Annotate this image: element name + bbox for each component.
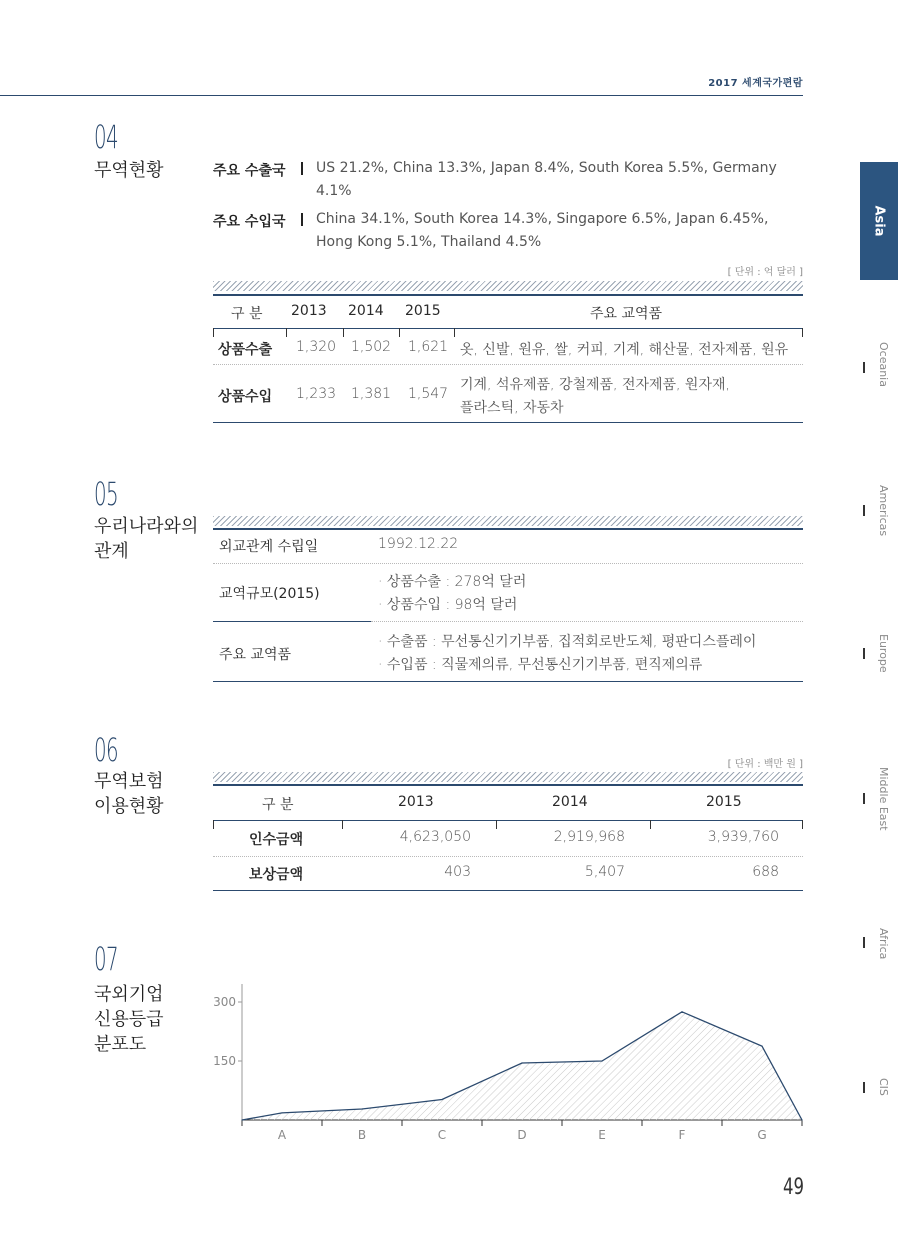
section-number: 05 [94, 475, 119, 513]
header-bottom-rule [213, 328, 803, 329]
export-countries-value: US 21.2%, China 13.3%, Japan 8.4%, South Korea 5.5%, Germany 4.1% [316, 160, 777, 199]
header-rule [0, 95, 803, 96]
y-tick-label: 150 [213, 1054, 236, 1068]
relations-value: · 상품수입 : 98억 달러 [378, 597, 518, 613]
cell-value: 2,919,968 [553, 829, 625, 845]
col-header-2014: 2014 [348, 303, 384, 319]
label-divider [301, 213, 303, 226]
tab-tick [863, 362, 865, 373]
tab-tick [863, 793, 865, 804]
section-title-line: 국외기업 [94, 984, 164, 1005]
column-tick [454, 328, 455, 337]
cell-value: 403 [444, 864, 471, 880]
import-countries-label: 주요 수입국 [213, 214, 286, 230]
section-title-line: 무역보험 [94, 771, 164, 792]
data-point [241, 1119, 242, 1120]
unit-label: [ 단위 : 백만 원 ] [727, 759, 803, 770]
label-divider [301, 162, 303, 175]
column-tick [399, 328, 400, 337]
side-tab-americas-label: Americas [877, 485, 890, 537]
column-tick [650, 820, 651, 829]
side-tab-oceania-label: Oceania [877, 342, 890, 387]
cell-value: 3,939,760 [707, 829, 779, 845]
cell-value: 4,623,050 [399, 829, 471, 845]
row-divider [213, 856, 803, 857]
data-point [521, 1062, 522, 1063]
side-tab-africa[interactable] [860, 928, 898, 1048]
table-top-rule [213, 528, 803, 530]
cell-value: 1,621 [408, 339, 449, 355]
col-header-2014: 2014 [552, 794, 588, 810]
column-tick [213, 328, 214, 337]
cell-value: 5,407 [584, 864, 625, 880]
section-title-line: 이용현황 [94, 796, 164, 817]
cell-value: 1,502 [351, 339, 392, 355]
column-tick [213, 820, 214, 829]
table-hatch [213, 516, 803, 526]
col-header-category: 구 분 [262, 797, 294, 813]
side-tab-asia-label: Asia [871, 205, 887, 237]
import-countries-value: China 34.1%, South Korea 14.3%, Singapore 6.5%, Japan 6.45%, Hong Kong 5.1%, Thailand 4.5% [316, 211, 769, 250]
table-top-rule [213, 294, 803, 296]
side-tab-middle-east[interactable] [860, 767, 898, 887]
side-tab-middle-east-label: Middle East [877, 767, 890, 831]
col-header-2013: 2013 [291, 303, 327, 319]
data-point [681, 1011, 682, 1012]
data-point [801, 1119, 802, 1120]
section-title-line: 신용등급 [94, 1009, 164, 1030]
x-tick-label: C [437, 1128, 447, 1142]
section-number: 07 [94, 940, 119, 978]
column-tick [342, 820, 343, 829]
col-header-2015: 2015 [706, 794, 742, 810]
side-tab-europe-label: Europe [877, 634, 890, 673]
section-number: 06 [94, 731, 119, 769]
column-tick [802, 820, 803, 829]
relations-value: · 수출품 : 무선통신기기부품, 집적회로반도체, 평판디스플레이 [378, 634, 757, 650]
table-top-rule [213, 784, 803, 786]
row-divider [213, 364, 803, 365]
section-title [94, 514, 198, 564]
cell-items: 플라스틱, 자동차 [460, 400, 564, 416]
tab-tick [863, 505, 865, 516]
column-tick [286, 328, 287, 337]
relations-value: · 수입품 : 직물제의류, 무선통신기기부품, 편직제의류 [378, 657, 703, 673]
x-tick-label: G [757, 1128, 767, 1142]
cell-value: 1,547 [408, 386, 449, 402]
x-tick-label: D [517, 1128, 527, 1142]
cell-items: 기계, 석유제품, 강철제품, 전자제품, 원자재, [460, 377, 730, 393]
header-title: 2017 세계국가편람 [708, 78, 803, 89]
relations-value: 1992.12.22 [378, 536, 459, 552]
row-divider [213, 563, 803, 564]
relations-label: 외교관계 수립일 [219, 539, 319, 555]
side-tab-americas[interactable] [860, 485, 898, 605]
section-title [94, 158, 164, 183]
tab-tick [863, 1082, 865, 1093]
table-hatch [213, 772, 803, 782]
table-hatch [213, 281, 803, 291]
x-tick-label: F [678, 1128, 686, 1142]
col-header-2013: 2013 [398, 794, 434, 810]
cell-items: 옷, 신발, 원유, 쌀, 커피, 기계, 해산물, 전자제품, 원유 [460, 342, 789, 358]
section-title-line: 우리나라와의 [94, 516, 199, 537]
table-bottom-rule [213, 890, 803, 891]
page-number: 49 [783, 1175, 804, 1200]
side-tab-europe[interactable] [860, 634, 898, 754]
side-tab-cis-label: CIS [877, 1078, 890, 1096]
section-title-line: 관계 [94, 541, 129, 562]
section-title-line: 무역현황 [94, 160, 164, 181]
col-header-items: 주요 교역품 [590, 306, 663, 322]
table-bottom-rule [213, 681, 803, 682]
row-label-claims: 보상금액 [249, 867, 304, 883]
y-tick-label: 300 [213, 995, 236, 1009]
cell-value: 1,233 [296, 386, 337, 402]
cell-value: 688 [752, 864, 779, 880]
column-tick [802, 328, 803, 337]
data-point [281, 1112, 282, 1113]
row-label-underwriting: 인수금액 [249, 832, 304, 848]
x-tick-label: A [277, 1128, 287, 1142]
x-tick-label: E [598, 1128, 606, 1142]
unit-label: [ 단위 : 억 달러 ] [727, 267, 803, 278]
side-tab-asia[interactable] [860, 162, 898, 280]
cell-value: 1,381 [351, 386, 392, 402]
section-title [94, 982, 164, 1057]
column-tick [343, 328, 344, 337]
export-countries-label: 주요 수출국 [213, 163, 286, 179]
credit-rating-chart [200, 975, 810, 1155]
table-bottom-rule [213, 422, 803, 423]
cell-value: 1,320 [296, 339, 337, 355]
side-tab-africa-label: Africa [877, 928, 890, 960]
section-title [94, 769, 164, 819]
section-number: 04 [94, 118, 119, 156]
side-tab-cis[interactable] [860, 1078, 898, 1198]
relations-label: 교역규모(2015) [219, 586, 320, 602]
x-tick-label: B [357, 1128, 367, 1142]
data-point [361, 1108, 362, 1109]
data-point [601, 1060, 602, 1061]
data-point [761, 1045, 762, 1046]
section-title-line: 분포도 [94, 1034, 147, 1055]
row-label-export: 상품수출 [218, 342, 273, 358]
data-point [441, 1099, 442, 1100]
row-divider [371, 621, 803, 622]
tab-tick [863, 937, 865, 948]
header-bottom-rule [213, 820, 803, 821]
side-tab-oceania[interactable] [860, 342, 898, 462]
series-area [242, 1012, 802, 1120]
relations-label: 주요 교역품 [219, 647, 292, 663]
row-divider-label [213, 621, 371, 622]
column-tick [496, 820, 497, 829]
tab-tick [863, 648, 865, 659]
row-label-import: 상품수입 [218, 389, 273, 405]
col-header-2015: 2015 [405, 303, 441, 319]
relations-value: · 상품수출 : 278억 달러 [378, 574, 527, 590]
col-header-category: 구 분 [231, 306, 263, 322]
